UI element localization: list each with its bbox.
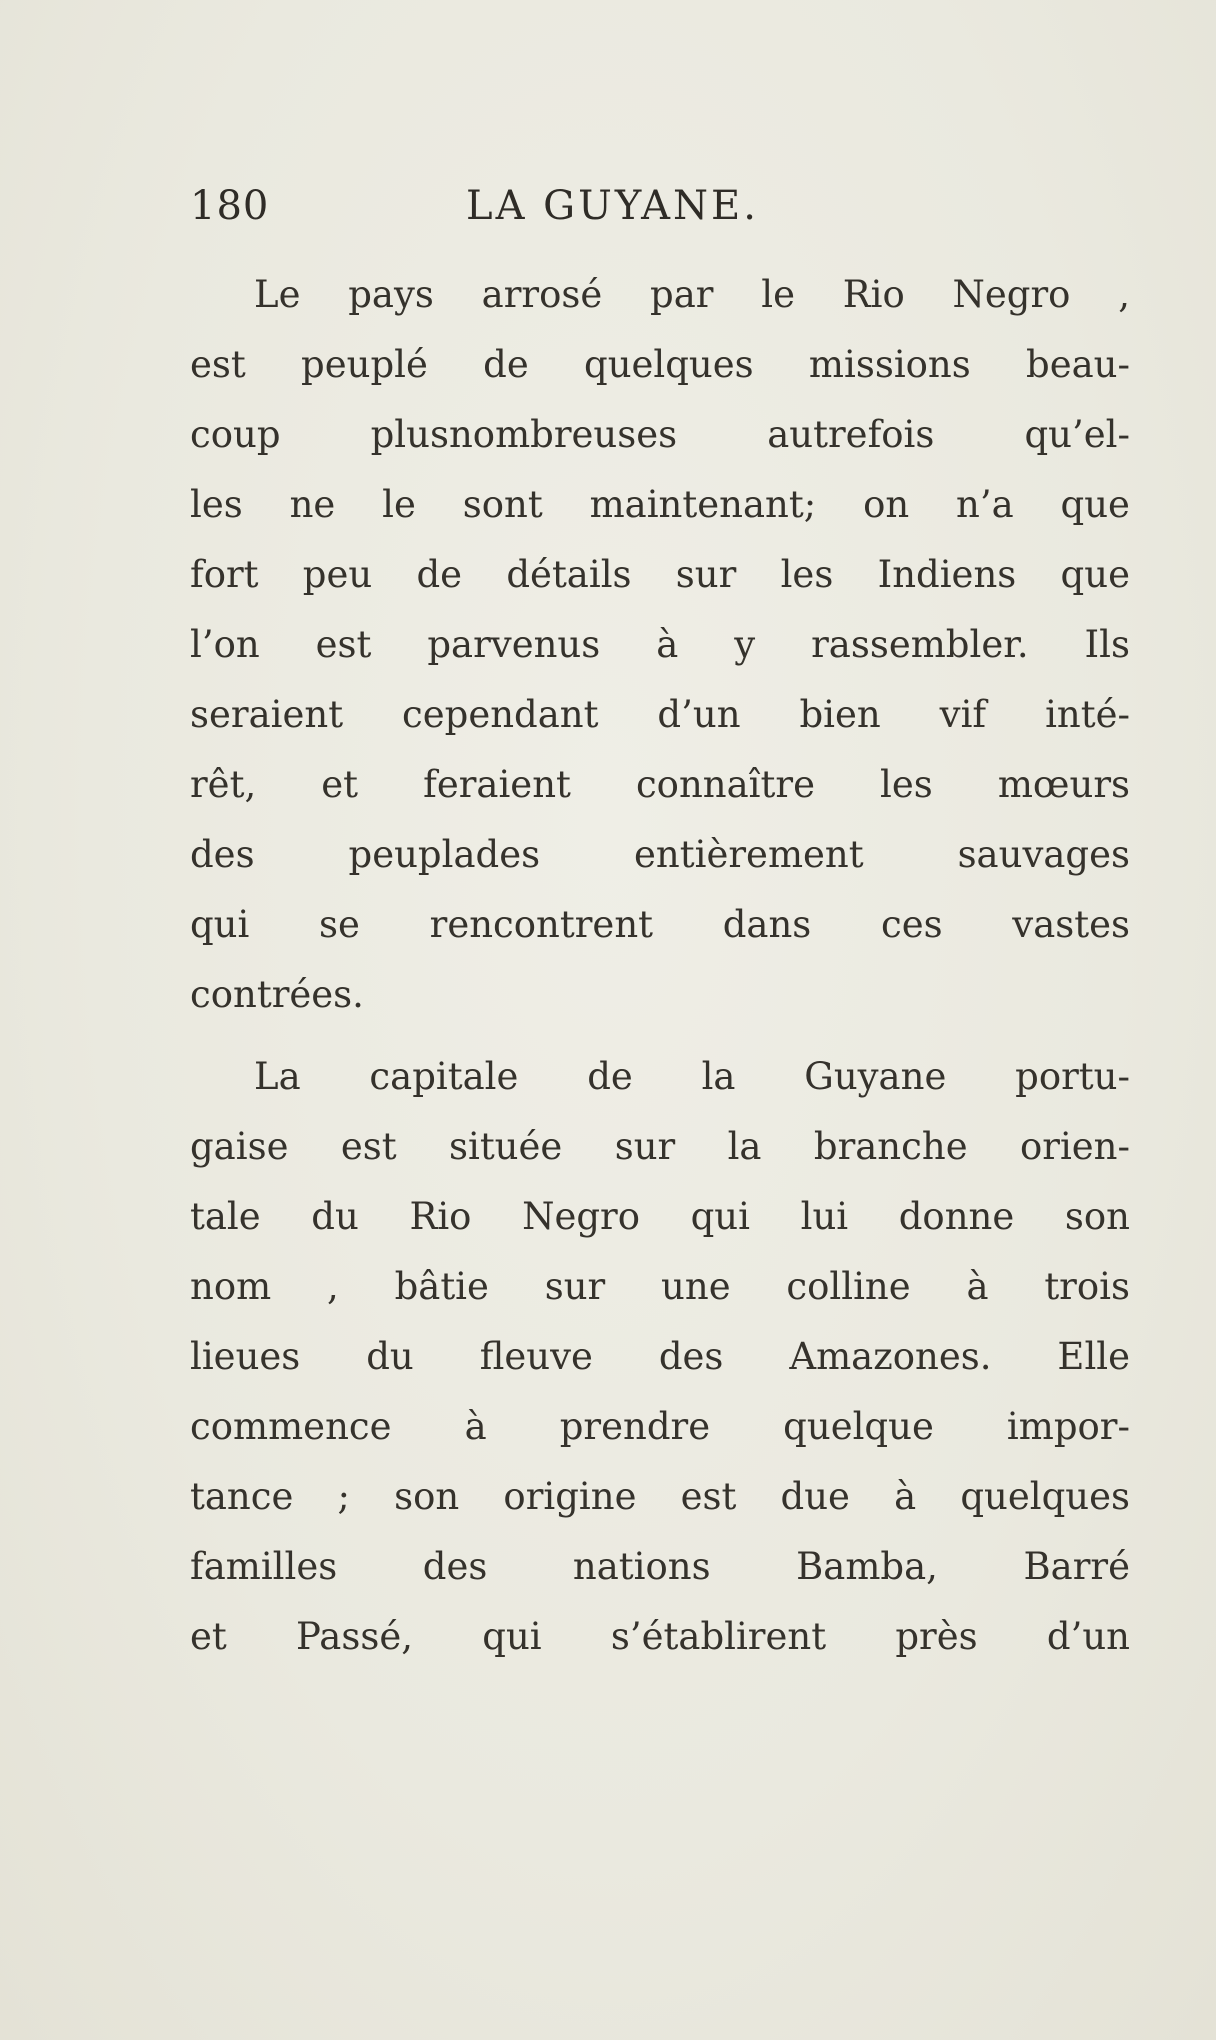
text-line: et Passé, qui s’établirent près d’un [190,1615,1131,1658]
running-title: LA GUYANE. [466,183,759,229]
text-line: tance ; son origine est due à quelques [190,1475,1130,1518]
text-line: les ne le sont maintenant; on n’a que [190,483,1130,526]
text-line: familles des nations Bamba, Barré [190,1545,1131,1588]
text-line: contrées. [190,973,364,1016]
paragraph-1 [190,260,1130,1030]
text-line: nom , bâtie sur une colline à trois [190,1265,1130,1308]
paragraph-2 [190,1042,1130,1672]
text-line: seraient cependant d’un bien vif inté- [190,693,1130,736]
text-line: La capitale de la Guyane portu- [254,1055,1130,1098]
text-line: commence à prendre quelque impor- [190,1405,1130,1448]
text-line: Le pays arrosé par le Rio Negro , [254,273,1130,316]
text-line: l’on est parvenus à y rassembler. Ils [190,623,1130,666]
text-line: gaise est située sur la branche orien- [190,1125,1131,1168]
text-line: rêt, et feraient connaître les mœurs [190,763,1130,806]
text-line: des peuplades entièrement sauvages [190,833,1130,876]
text-line: est peuplé de quelques missions beau- [190,343,1131,386]
running-head [190,176,890,236]
text-line: tale du Rio Negro qui lui donne son [190,1195,1131,1238]
body-text [190,260,1130,1672]
text-line: coup plusnombreuses autrefois qu’el- [190,413,1130,456]
text-line: lieues du fleuve des Amazones. Elle [190,1335,1131,1378]
text-line: qui se rencontrent dans ces vastes [190,903,1131,946]
page-number: 180 [190,183,270,229]
text-line: fort peu de détails sur les Indiens que [190,553,1130,596]
